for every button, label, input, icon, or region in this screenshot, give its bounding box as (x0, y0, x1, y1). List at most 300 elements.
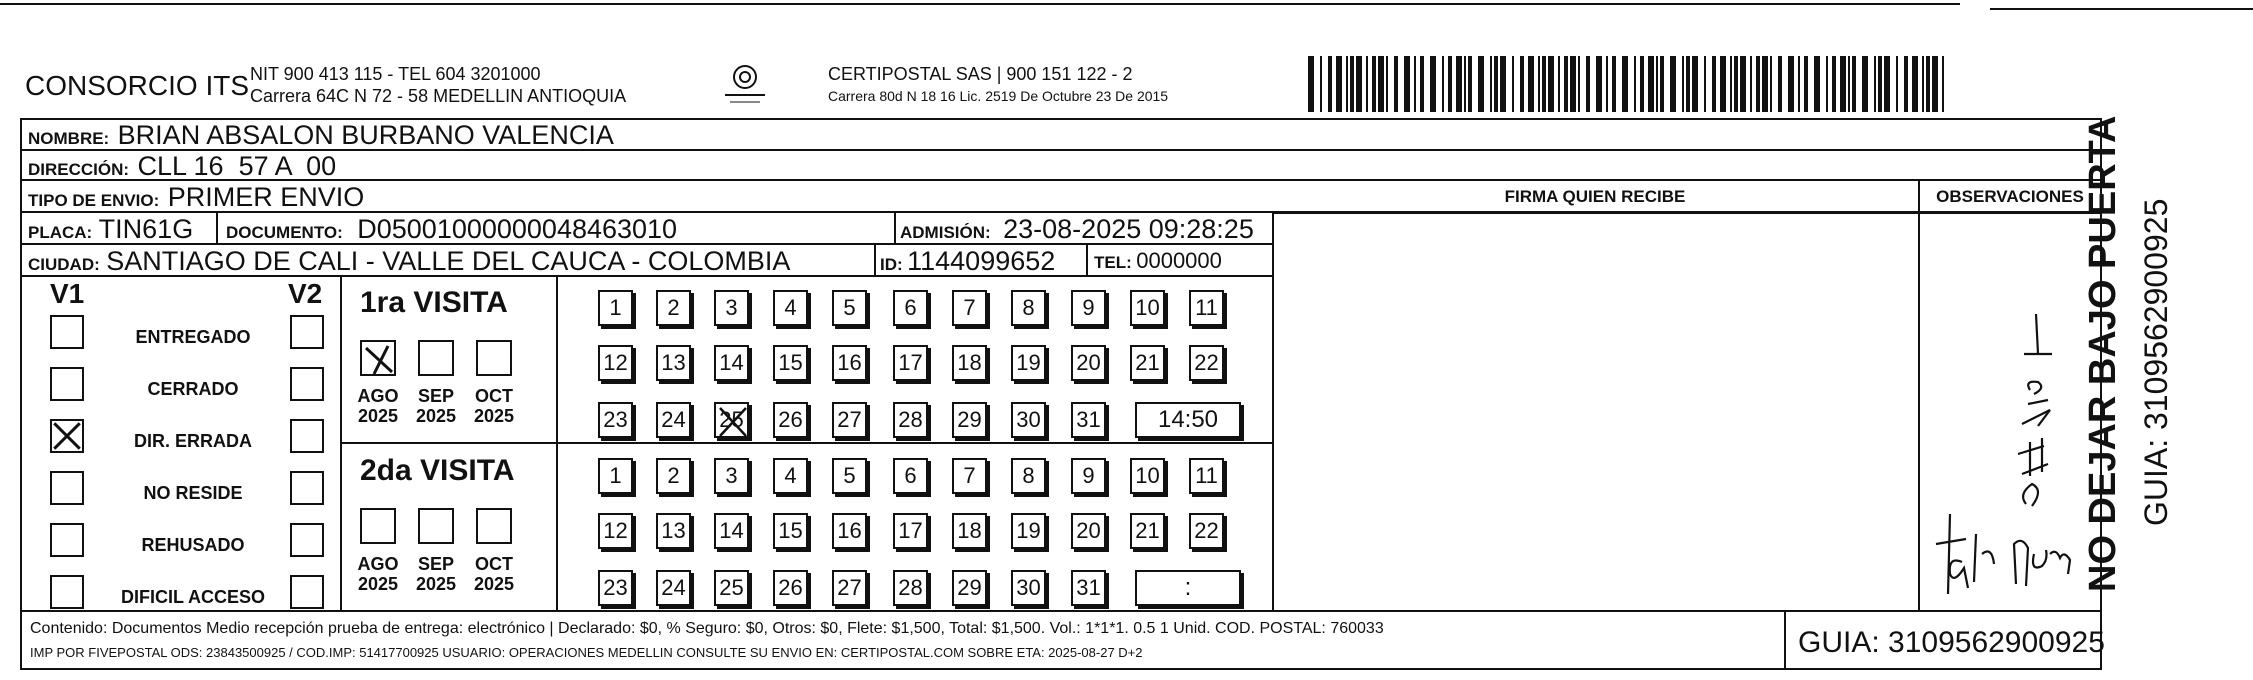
barcode-bar (1682, 56, 1684, 112)
day-box[interactable] (773, 345, 808, 381)
day-number: 29 (957, 575, 982, 600)
barcode-bar (1814, 56, 1820, 112)
day-box[interactable] (893, 290, 928, 326)
barcode-bar (1346, 56, 1348, 112)
day-box[interactable] (1071, 513, 1106, 549)
day-number: 25 (719, 407, 744, 432)
month-name: SEP (417, 386, 455, 406)
barcode-bar (1336, 56, 1342, 112)
day-box[interactable] (773, 290, 808, 326)
tipo-envio-value: PRIMER ENVIO (167, 182, 365, 212)
barcode-bar (1394, 56, 1398, 112)
day-box[interactable] (1130, 513, 1165, 549)
barcode-bar (1712, 56, 1716, 112)
day-number: 30 (1016, 575, 1041, 600)
status-label: REHUSADO (141, 535, 245, 555)
barcode-bar (1356, 56, 1362, 112)
documento-label: DOCUMENTO: (226, 223, 343, 242)
month-year: 2025 (357, 406, 399, 426)
barcode-bar (1840, 56, 1846, 112)
day-number: 14 (719, 350, 744, 375)
barcode-bar (1372, 56, 1376, 112)
month-year: 2025 (473, 406, 515, 426)
barcode-bar (1896, 56, 1898, 112)
tel-label: TEL: (1094, 253, 1132, 272)
barcode-bar (1430, 56, 1436, 112)
day-box[interactable] (714, 402, 749, 438)
barcode-bar (1350, 56, 1354, 112)
barcode-bar (1912, 56, 1918, 112)
day-number: 27 (837, 407, 862, 432)
day-number: 15 (778, 518, 803, 543)
day-box[interactable] (1011, 345, 1046, 381)
day-box[interactable] (1071, 402, 1106, 438)
day-number: 1 (609, 295, 622, 320)
day-box[interactable] (656, 513, 691, 549)
month-name: AGO (357, 386, 399, 406)
status-label: NO RESIDE (143, 483, 243, 503)
barcode-bar (1578, 56, 1580, 112)
v2-checkbox[interactable] (290, 471, 324, 505)
barcode-bar (1720, 56, 1726, 112)
barcode-bar (1564, 56, 1568, 112)
documento-field (226, 212, 677, 244)
barcode-bar (1704, 56, 1706, 112)
day-box[interactable] (1130, 345, 1165, 381)
day-box[interactable] (656, 458, 691, 494)
barcode-bar (1542, 56, 1546, 112)
day-box[interactable] (1189, 513, 1224, 549)
direccion-label: DIRECCIÓN: (28, 160, 130, 179)
day-number: 3 (725, 295, 738, 320)
day-number: 24 (661, 575, 686, 600)
month-checkbox[interactable] (360, 340, 396, 376)
barcode-bar (1606, 56, 1608, 112)
day-box[interactable] (1071, 345, 1106, 381)
barcode-bar (1512, 56, 1514, 112)
v2-checkbox[interactable] (290, 315, 324, 349)
day-number: 8 (1022, 463, 1035, 488)
month-year: 2025 (415, 406, 457, 426)
placa-label: PLACA: (28, 223, 93, 242)
day-box[interactable] (893, 513, 928, 549)
day-box[interactable] (1189, 458, 1224, 494)
month-name: AGO (357, 554, 399, 574)
day-number: 14 (719, 518, 744, 543)
id-field (880, 244, 1055, 276)
direccion-field (28, 149, 336, 181)
day-box[interactable] (598, 513, 633, 549)
admision-field (900, 212, 1254, 244)
day-box[interactable] (598, 402, 633, 438)
barcode-bar (1778, 56, 1782, 112)
day-box[interactable] (832, 570, 867, 606)
carrier-name: CERTIPOSTAL SAS | 900 151 122 - 2 (828, 64, 1133, 84)
month-label (464, 386, 524, 426)
barcode (1308, 56, 1948, 112)
month-label (464, 554, 524, 594)
month-checkbox[interactable] (360, 508, 396, 544)
day-number: 18 (957, 518, 982, 543)
day-number: 9 (1082, 463, 1095, 488)
barcode-bar (1622, 56, 1628, 112)
day-number: 17 (898, 518, 923, 543)
barcode-bar (1494, 56, 1498, 112)
day-box[interactable] (1071, 290, 1106, 326)
barcode-bar (1414, 56, 1416, 112)
day-number: 11 (1195, 295, 1218, 320)
barcode-bar (1520, 56, 1524, 112)
barcode-bar (1926, 56, 1930, 112)
v1-header: V1 (50, 278, 85, 309)
barcode-bar (1730, 56, 1732, 112)
day-box[interactable] (893, 402, 928, 438)
day-box[interactable] (1011, 290, 1046, 326)
v2-checkbox[interactable] (290, 523, 324, 557)
day-box[interactable] (773, 402, 808, 438)
barcode-bar (1862, 56, 1868, 112)
column-divider (216, 212, 218, 244)
barcode-bar (1734, 56, 1738, 112)
v2-header: V2 (288, 278, 323, 309)
day-number: 7 (963, 295, 976, 320)
day-box[interactable] (773, 570, 808, 606)
v2-checkbox[interactable] (290, 575, 324, 609)
day-number: 31 (1076, 407, 1101, 432)
day-box[interactable] (773, 458, 808, 494)
day-number: 27 (837, 575, 862, 600)
day-number: 22 (1194, 350, 1219, 375)
barcode-bar (1586, 56, 1590, 112)
barcode-bar (1366, 56, 1368, 112)
tipo-envio-label: TIPO DE ENVIO: (28, 191, 160, 210)
day-box[interactable] (656, 402, 691, 438)
visit-time-box[interactable] (1135, 402, 1241, 438)
nombre-label: NOMBRE: (28, 129, 110, 148)
day-number: 9 (1082, 295, 1095, 320)
visit-divider (556, 276, 558, 610)
day-box[interactable] (832, 290, 867, 326)
footer-divider (20, 610, 2102, 612)
day-box[interactable] (598, 345, 633, 381)
barcode-bar (1686, 56, 1690, 112)
barcode-bar (1328, 56, 1332, 112)
barcode-bar (1478, 56, 1484, 112)
footer-guia: GUIA: 3109562900925 (1798, 626, 2105, 659)
barcode-bar (1640, 56, 1644, 112)
observaciones-header: OBSERVACIONES (1936, 187, 2084, 206)
visit-time-box[interactable] (1135, 570, 1241, 606)
month-checkbox[interactable] (476, 340, 512, 376)
barcode-bar (1826, 56, 1828, 112)
month-year: 2025 (473, 574, 515, 594)
barcode-bar (1468, 56, 1472, 112)
placa-field (28, 212, 193, 244)
visit-time: 14:50 (1157, 406, 1219, 433)
day-number: 21 (1135, 518, 1160, 543)
barcode-bar (1832, 56, 1836, 112)
placa-value: TIN61G (98, 214, 194, 244)
day-number: 11 (1195, 463, 1218, 488)
day-box[interactable] (1071, 458, 1106, 494)
visit-title: 1ra VISITA (360, 286, 508, 319)
day-box[interactable] (952, 513, 987, 549)
day-box[interactable] (714, 570, 749, 606)
day-number: 26 (778, 575, 803, 600)
tipo-envio-field (28, 180, 364, 212)
day-number: 23 (603, 407, 628, 432)
barcode-bar (1750, 56, 1752, 112)
day-box[interactable] (598, 570, 633, 606)
day-box[interactable] (714, 345, 749, 381)
id-label: ID: (880, 255, 903, 274)
day-box[interactable] (1011, 570, 1046, 606)
day-number: 5 (843, 295, 856, 320)
v1-checkbox[interactable] (50, 575, 84, 609)
day-box[interactable] (952, 570, 987, 606)
day-number: 13 (661, 350, 686, 375)
v1-checkbox[interactable] (50, 523, 84, 557)
ciudad-label: CIUDAD: (28, 255, 100, 274)
nombre-value: BRIAN ABSALON BURBANO VALENCIA (117, 120, 614, 150)
v1-checkbox[interactable] (50, 419, 84, 453)
day-number: 22 (1194, 518, 1219, 543)
day-box[interactable] (656, 345, 691, 381)
admision-label: ADMISIÓN: (900, 223, 991, 242)
day-box[interactable] (714, 290, 749, 326)
sender-company: CONSORCIO ITS (25, 70, 250, 101)
day-box[interactable] (893, 570, 928, 606)
day-number: 4 (784, 463, 797, 488)
barcode-bar (1596, 56, 1602, 112)
day-box[interactable] (773, 513, 808, 549)
day-cross-mark (716, 404, 751, 440)
v1-checkbox[interactable] (50, 315, 84, 349)
month-name: OCT (475, 386, 513, 406)
day-number: 2 (667, 295, 680, 320)
barcode-bar (1788, 56, 1794, 112)
barcode-bar (1922, 56, 1924, 112)
barcode-bar (1852, 56, 1856, 112)
documento-value: D05001000000048463010 (357, 214, 678, 244)
barcode-bar (1558, 56, 1560, 112)
barcode-bar (1378, 56, 1384, 112)
visit-time: : (1184, 574, 1192, 601)
day-box[interactable] (1011, 513, 1046, 549)
barcode-bar (1634, 56, 1636, 112)
day-number: 28 (898, 575, 923, 600)
top-cut-line (0, 3, 1960, 5)
day-number: 10 (1135, 463, 1160, 488)
day-box[interactable] (1189, 290, 1224, 326)
footer-divider (1784, 610, 1786, 670)
top-right-cut-line (1990, 8, 2253, 10)
month-label (406, 554, 466, 594)
day-number: 12 (603, 350, 628, 375)
month-label (348, 386, 408, 426)
day-box[interactable] (1130, 458, 1165, 494)
day-number: 3 (725, 463, 738, 488)
barcode-bar (1404, 56, 1410, 112)
day-number: 4 (784, 295, 797, 320)
id-value: 1144099652 (907, 246, 1056, 276)
day-box[interactable] (952, 402, 987, 438)
barcode-bar (1656, 56, 1658, 112)
nombre-field (28, 118, 614, 150)
v1-checkbox[interactable] (50, 471, 84, 505)
day-number: 21 (1135, 350, 1160, 375)
month-year: 2025 (415, 574, 457, 594)
day-box[interactable] (598, 290, 633, 326)
barcode-bar (1670, 56, 1676, 112)
day-number: 20 (1076, 350, 1101, 375)
barcode-bar (1612, 56, 1616, 112)
barcode-bar (1548, 56, 1554, 112)
day-number: 24 (661, 407, 686, 432)
barcode-bar (1904, 56, 1908, 112)
barcode-bar (1770, 56, 1772, 112)
no-dejar-notice: NO DEJAR BAJO PUERTA (2082, 115, 2124, 592)
column-divider (874, 244, 876, 276)
barcode-bar (1308, 56, 1314, 112)
day-number: 28 (898, 407, 923, 432)
day-box[interactable] (832, 402, 867, 438)
month-label (348, 554, 408, 594)
ciudad-field (28, 244, 790, 276)
day-box[interactable] (598, 458, 633, 494)
month-name: OCT (475, 554, 513, 574)
admision-value: 23-08-2025 09:28:25 (1003, 214, 1254, 244)
day-box[interactable] (714, 458, 749, 494)
day-number: 16 (837, 350, 862, 375)
column-divider (894, 212, 896, 244)
barcode-bar (1448, 56, 1452, 112)
day-box[interactable] (656, 290, 691, 326)
month-label (406, 386, 466, 426)
day-box[interactable] (893, 458, 928, 494)
barcode-bar (1320, 56, 1322, 112)
barcode-bar (1884, 56, 1890, 112)
barcode-bar (1490, 56, 1492, 112)
day-number: 13 (661, 518, 686, 543)
barcode-bar (1692, 56, 1698, 112)
month-year: 2025 (357, 574, 399, 594)
barcode-bar (1874, 56, 1876, 112)
day-box[interactable] (1011, 458, 1046, 494)
firma-header: FIRMA QUIEN RECIBE (1504, 187, 1686, 206)
barcode-bar (1538, 56, 1540, 112)
visit-title: 2da VISITA (360, 454, 515, 487)
barcode-bar (1804, 56, 1808, 112)
day-box[interactable] (952, 345, 987, 381)
day-number: 25 (719, 575, 744, 600)
barcode-bar (1932, 56, 1938, 112)
sender-address: Carrera 64C N 72 - 58 MEDELLIN ANTIOQUIA (250, 86, 627, 106)
day-number: 29 (957, 407, 982, 432)
v1-checkbox[interactable] (50, 367, 84, 401)
barcode-bar (1386, 56, 1388, 112)
barcode-bar (1648, 56, 1654, 112)
month-checkbox[interactable] (418, 508, 454, 544)
status-label: DIFICIL ACCESO (120, 587, 265, 607)
day-number: 7 (963, 463, 976, 488)
status-label: ENTREGADO (135, 327, 251, 347)
day-number: 6 (904, 463, 917, 488)
day-number: 8 (1022, 295, 1035, 320)
visit-divider (342, 442, 1272, 444)
day-number: 26 (778, 407, 803, 432)
barcode-bar (1570, 56, 1576, 112)
day-number: 12 (603, 518, 628, 543)
day-number: 17 (898, 350, 923, 375)
day-number: 5 (843, 463, 856, 488)
barcode-bar (1420, 56, 1424, 112)
day-box[interactable] (1130, 290, 1165, 326)
barcode-bar (1942, 56, 1944, 112)
day-box[interactable] (832, 345, 867, 381)
barcode-bar (1456, 56, 1462, 112)
day-box[interactable] (832, 458, 867, 494)
barcode-bar (1660, 56, 1664, 112)
certipostal-logo (705, 62, 785, 112)
column-divider (1086, 244, 1088, 276)
row-divider (1272, 212, 1274, 610)
barcode-bar (1756, 56, 1760, 112)
month-checkbox[interactable] (418, 340, 454, 376)
status-label: CERRADO (147, 379, 239, 399)
month-checkbox[interactable] (476, 508, 512, 544)
side-guia: GUIA: 3109562900925 (2138, 198, 2174, 526)
ciudad-value: SANTIAGO DE CALI - VALLE DEL CAUCA - COLOMBIA (106, 246, 791, 276)
footer-contenido: Contenido: Documentos Medio recepción prueba de entrega: electrónico | Declarado: $0, % Seguro: $0, Otros: $0, Flete: $1,500, Total: $1,500. Vol.: 1*1*1. 0.5 1 Unid. COD. POSTAL: 760033 (30, 620, 1384, 637)
carrier-license: Carrera 80d N 18 16 Lic. 2519 De Octubre 23 De 2015 (828, 88, 1169, 104)
day-box[interactable] (1071, 570, 1106, 606)
tel-field (1094, 244, 1222, 276)
day-number: 19 (1016, 518, 1041, 543)
barcode-bar (1798, 56, 1800, 112)
barcode-bar (1740, 56, 1746, 112)
observation-handwriting (1918, 214, 2102, 610)
barcode-bar (1500, 56, 1506, 112)
day-number: 18 (957, 350, 982, 375)
footer-imp: IMP POR FIVEPOSTAL ODS: 23843500925 / COD.IMP: 51417700925 USUARIO: OPERACIONES MEDELLIN CONSULTE SU ENVIO EN: CERTIPOSTAL.COM SOBRE ETA: 2025-08-27 D+2 (30, 645, 1143, 660)
v2-checkbox[interactable] (290, 367, 324, 401)
day-box[interactable] (1011, 402, 1046, 438)
day-number: 30 (1016, 407, 1041, 432)
barcode-bar (1878, 56, 1882, 112)
barcode-bar (1762, 56, 1768, 112)
day-box[interactable] (952, 290, 987, 326)
day-box[interactable] (656, 570, 691, 606)
day-box[interactable] (714, 513, 749, 549)
day-box[interactable] (952, 458, 987, 494)
day-box[interactable] (1189, 345, 1224, 381)
status-label: DIR. ERRADA (133, 431, 252, 451)
day-box[interactable] (832, 513, 867, 549)
day-number: 31 (1076, 575, 1101, 600)
v2-checkbox[interactable] (290, 419, 324, 453)
barcode-bar (1464, 56, 1466, 112)
day-box[interactable] (893, 345, 928, 381)
tel-value: 0000000 (1136, 248, 1222, 273)
day-number: 15 (778, 350, 803, 375)
day-number: 1 (609, 463, 622, 488)
barcode-bar (1442, 56, 1444, 112)
barcode-bar (1848, 56, 1850, 112)
sender-nit: NIT 900 413 115 - TEL 604 3201000 (250, 64, 541, 84)
day-number: 6 (904, 295, 917, 320)
day-number: 16 (837, 518, 862, 543)
